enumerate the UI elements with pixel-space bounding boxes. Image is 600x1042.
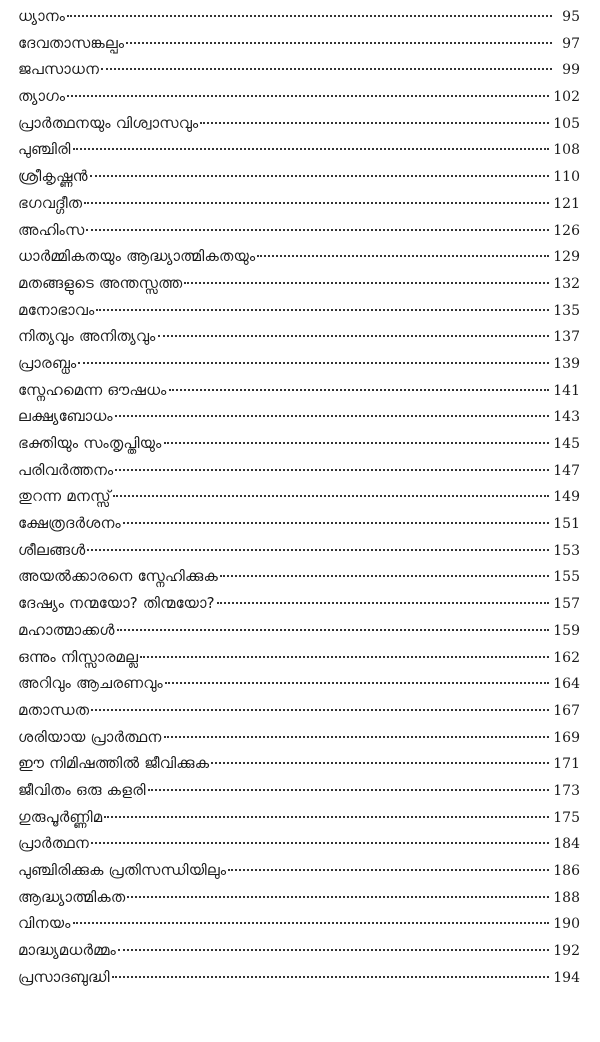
page-number: 145 <box>553 436 580 452</box>
entry-title: ഭഗവദ്ഗീത <box>18 193 83 212</box>
entry-title: പുഞ്ചിരി <box>18 140 71 159</box>
entry-title: മതാന്ധത <box>18 700 90 719</box>
page-number: 147 <box>553 462 580 479</box>
page-number: 169 <box>553 729 580 746</box>
dot-leader <box>96 309 549 311</box>
entry-title: ഭക്തിയും സംതൃപ്തിയും <box>18 434 162 452</box>
page-number: 95 <box>562 9 580 25</box>
dot-leader <box>117 629 550 631</box>
page-number: 132 <box>553 275 580 292</box>
toc-entry <box>18 83 580 110</box>
dot-leader <box>115 415 550 417</box>
toc-entry <box>18 377 580 404</box>
toc-entry <box>18 537 580 564</box>
entry-title: ആദ്ധ്യാത്മികത <box>18 887 126 906</box>
page-number: 162 <box>553 649 580 666</box>
toc-entry <box>18 724 580 751</box>
toc-entry <box>18 56 580 83</box>
page-number: 105 <box>553 115 580 132</box>
entry-title: സ്നേഹമെന്ന ഔഷധം <box>18 380 167 399</box>
page-number: 153 <box>553 542 580 559</box>
toc-entry <box>18 190 580 217</box>
dot-leader <box>115 469 549 471</box>
toc-entry <box>18 830 580 857</box>
page-number: 139 <box>553 355 580 372</box>
page-number: 194 <box>553 969 580 986</box>
dot-leader <box>217 602 549 604</box>
page-number: 157 <box>553 596 580 613</box>
dot-leader <box>169 389 550 391</box>
page-number: 126 <box>553 222 580 239</box>
entry-title: മതങ്ങളുടെ അന്തസ്സത്ത <box>18 273 183 292</box>
toc-entry <box>18 430 580 457</box>
entry-title: ജീവിതം ഒരു കളരി <box>18 780 146 799</box>
dot-leader <box>200 122 549 124</box>
page-number: 192 <box>553 943 580 960</box>
toc-entry <box>18 804 580 831</box>
toc-entry <box>18 297 580 324</box>
toc-entry <box>18 670 580 697</box>
page-number: 171 <box>553 756 580 773</box>
dot-leader <box>87 549 549 551</box>
toc-entry <box>18 777 580 804</box>
entry-title: ദേവതാസങ്കല്പം <box>18 33 125 52</box>
entry-title: ഒന്നും നിസ്സാരമല്ല <box>18 647 139 666</box>
page-number: 167 <box>553 702 580 719</box>
dot-leader <box>118 949 549 951</box>
entry-title: വിനയം <box>18 914 71 933</box>
toc-entry <box>18 270 580 297</box>
toc-entry <box>18 323 580 350</box>
entry-title: ശ്രീകൃഷ്ണൻ <box>18 167 88 186</box>
entry-title: ജപസാധന <box>18 60 100 79</box>
toc-entry <box>18 750 580 777</box>
entry-title: നിത്യവും അനിത്യവും <box>18 327 156 346</box>
toc-entry <box>18 243 580 270</box>
dot-leader <box>73 148 550 150</box>
toc-entry <box>18 403 580 430</box>
entry-title: ഗുരുപൂർണ്ണിമ <box>18 807 103 826</box>
toc-entry <box>18 350 580 377</box>
toc-entry <box>18 857 580 884</box>
dot-leader <box>73 922 550 924</box>
entry-title: പുഞ്ചിരിക്കുക പ്രതിസന്ധിയിലും <box>18 861 227 879</box>
toc-entry <box>18 884 580 911</box>
entry-title: പരിവർത്തനം <box>18 460 114 479</box>
toc-entry <box>18 510 580 537</box>
page-number: 190 <box>553 916 580 933</box>
page-number: 97 <box>562 35 580 52</box>
dot-leader <box>84 202 549 204</box>
dot-leader <box>165 682 549 684</box>
page-number: 121 <box>553 195 580 212</box>
page-number: 135 <box>553 302 580 319</box>
page-number: 141 <box>553 382 580 399</box>
dot-leader <box>220 575 549 577</box>
entry-title: മാദ്ധ്യമധർമ്മം <box>18 941 117 960</box>
dot-leader <box>158 335 550 337</box>
dot-leader <box>91 842 549 844</box>
entry-title: തുറന്ന മനസ്സ് <box>18 487 111 506</box>
toc-entry <box>18 110 580 137</box>
toc-entry <box>18 483 580 510</box>
page-number: 159 <box>553 622 580 639</box>
dot-leader <box>148 789 550 791</box>
dot-leader <box>90 175 550 177</box>
page-number: 110 <box>553 169 580 186</box>
dot-leader <box>91 709 549 711</box>
toc-entry <box>18 964 580 991</box>
page-number: 137 <box>553 329 580 346</box>
page-number: 102 <box>553 89 580 106</box>
entry-title: മഹാത്മാക്കൾ <box>18 620 115 639</box>
page-number: 175 <box>553 809 580 826</box>
entry-title: പ്രാർത്ഥന <box>18 834 89 853</box>
dot-leader <box>228 869 549 871</box>
table-of-contents <box>18 3 580 990</box>
dot-leader <box>112 976 550 978</box>
page-number: 129 <box>553 249 580 266</box>
page-number: 149 <box>553 489 580 506</box>
dot-leader <box>257 255 549 257</box>
toc-entry <box>18 617 580 644</box>
page-number: 155 <box>553 569 580 586</box>
entry-title: ശീലങ്ങൾ <box>18 540 86 559</box>
page-number: 186 <box>553 863 580 879</box>
entry-title: പ്രാരബ്ധം <box>18 353 77 372</box>
toc-entry <box>18 590 580 617</box>
toc-entry <box>18 563 580 590</box>
entry-title: അഹിംസ <box>18 220 85 239</box>
toc-entry <box>18 910 580 937</box>
page-number: 99 <box>562 62 580 79</box>
entry-title: അയൽക്കാരനെ സ്നേഹിക്കുക <box>18 567 218 586</box>
dot-leader <box>211 762 549 764</box>
entry-title: അറിവും ആചരണവും <box>18 674 163 693</box>
page-number: 188 <box>553 889 580 906</box>
entry-title: പ്രസാദബുദ്ധി <box>18 967 110 986</box>
entry-title: ഈ നിമിഷത്തിൽ ജീവിക്കുക <box>18 754 210 773</box>
entry-title: ത്യാഗം <box>18 87 66 106</box>
dot-leader <box>164 442 550 444</box>
toc-entry <box>18 644 580 671</box>
dot-leader <box>101 68 552 70</box>
page-number: 173 <box>553 782 580 799</box>
entry-title: ധാർമ്മികതയും ആദ്ധ്യാത്മികതയും <box>18 247 256 266</box>
dot-leader <box>140 656 549 658</box>
dot-leader <box>113 495 550 497</box>
toc-entry <box>18 136 580 163</box>
dot-leader <box>127 896 549 898</box>
dot-leader <box>123 522 549 524</box>
dot-leader <box>67 95 549 97</box>
toc-entry <box>18 697 580 724</box>
page-number: 143 <box>553 409 580 426</box>
entry-title: പ്രാർത്ഥനയും വിശ്വാസവും <box>18 113 199 132</box>
dot-leader <box>126 42 552 44</box>
entry-title: ക്ഷേത്രദർശനം <box>18 514 121 533</box>
dot-leader <box>164 736 550 738</box>
page-number: 184 <box>553 836 580 853</box>
entry-title: ശരിയായ പ്രാർത്ഥന <box>18 727 162 746</box>
entry-title: മനോഭാവം <box>18 300 95 319</box>
toc-entry <box>18 937 580 964</box>
entry-title: ദേഷ്യം നന്മയോ? തിന്മയോ? <box>18 594 215 613</box>
dot-leader <box>67 15 552 17</box>
page-number: 164 <box>553 676 580 693</box>
dot-leader <box>86 229 549 231</box>
page-number: 151 <box>553 516 580 533</box>
dot-leader <box>104 816 549 818</box>
dot-leader <box>184 282 549 284</box>
entry-title: ധ്യാനം <box>18 7 66 25</box>
toc-entry <box>18 457 580 484</box>
toc-entry <box>18 30 580 57</box>
toc-entry <box>18 217 580 244</box>
entry-title: ലക്ഷ്യബോധം <box>18 407 113 426</box>
toc-entry <box>18 3 580 30</box>
page-number: 108 <box>553 142 580 159</box>
dot-leader <box>78 362 549 364</box>
toc-entry <box>18 163 580 190</box>
